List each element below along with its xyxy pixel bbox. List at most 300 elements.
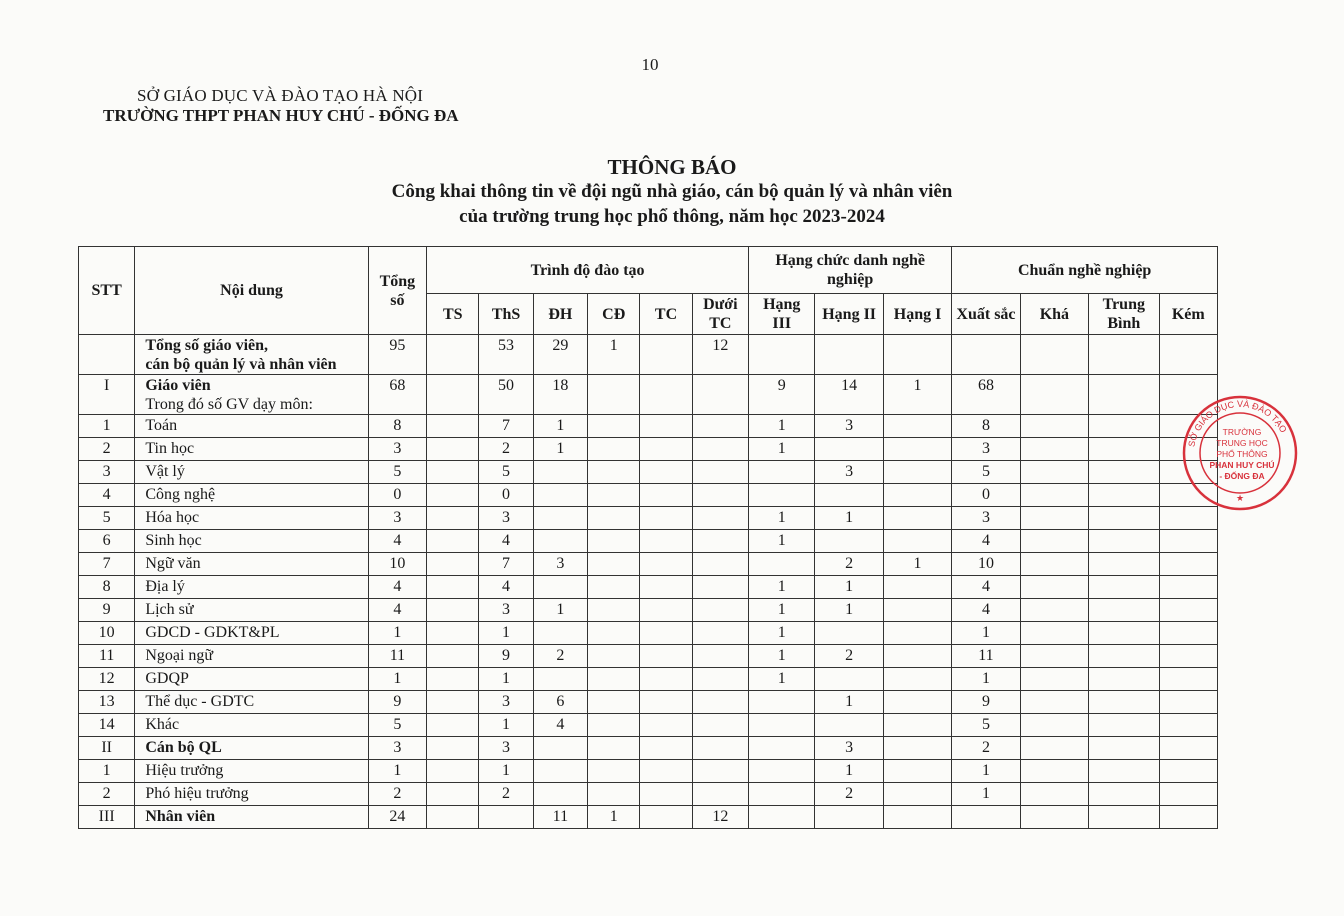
table-cell (1020, 806, 1088, 829)
row-content-label: Hiệu trưởng (145, 762, 224, 779)
table-cell (588, 714, 640, 737)
table-cell (1159, 335, 1218, 375)
table-cell (1089, 714, 1159, 737)
header-standard-excellent: Xuất sắc (952, 294, 1020, 335)
table-row (79, 783, 1218, 806)
table-cell (427, 599, 479, 622)
table-cell (749, 461, 815, 484)
table-cell (952, 806, 1020, 829)
table-cell (640, 783, 692, 806)
table-cell: 10 (952, 553, 1020, 576)
table-cell (640, 484, 692, 507)
row-content (135, 576, 368, 599)
table-cell (427, 484, 479, 507)
table-cell: 3 (368, 507, 426, 530)
table-cell: 3 (952, 438, 1020, 461)
header-standard-good: Khá (1020, 294, 1088, 335)
table-cell (640, 645, 692, 668)
header-rank-1: Hạng I (883, 294, 951, 335)
table-cell: 7 (479, 415, 533, 438)
table-cell: 4 (368, 530, 426, 553)
row-content-label: Tin học (145, 440, 195, 457)
table-cell: 1 (815, 691, 883, 714)
table-cell (815, 335, 883, 375)
table-cell (692, 737, 748, 760)
table-cell (588, 576, 640, 599)
table-cell (1159, 806, 1218, 829)
table-cell: 8 (952, 415, 1020, 438)
row-content-label: Toán (145, 417, 178, 434)
table-cell (588, 484, 640, 507)
table-cell (588, 668, 640, 691)
table-cell: 9 (749, 375, 815, 415)
header-training-below-tc: Dưới TC (692, 294, 748, 335)
table-cell: 2 (479, 783, 533, 806)
table-cell (1089, 335, 1159, 375)
table-cell: 1 (479, 622, 533, 645)
seal-line2: TRUNG HỌC (1216, 438, 1268, 448)
table-row (79, 461, 1218, 484)
header-rank-2: Hạng II (815, 294, 883, 335)
row-stt: 4 (79, 484, 135, 507)
table-cell: 95 (368, 335, 426, 375)
table-cell (692, 760, 748, 783)
table-cell (692, 599, 748, 622)
table-row (79, 438, 1218, 461)
table-cell: 3 (815, 737, 883, 760)
table-cell (1020, 530, 1088, 553)
table-cell: 11 (368, 645, 426, 668)
row-content-label: Địa lý (145, 578, 185, 595)
table-cell: 1 (368, 760, 426, 783)
table-cell (1159, 691, 1218, 714)
table-cell: 6 (533, 691, 587, 714)
table-cell (883, 645, 951, 668)
table-cell (1159, 622, 1218, 645)
table-cell: 2 (952, 737, 1020, 760)
table-cell (815, 714, 883, 737)
table-cell (692, 668, 748, 691)
table-cell: 1 (815, 576, 883, 599)
document-subtitle-line1: Công khai thông tin về đội ngũ nhà giáo, cán bộ quản lý và nhân viên (391, 181, 953, 202)
table-cell: 1 (533, 599, 587, 622)
table-row (79, 335, 1218, 375)
table-cell (1020, 737, 1088, 760)
table-cell: 3 (815, 461, 883, 484)
row-content (135, 599, 368, 622)
row-content-label: Công nghệ (145, 486, 216, 503)
table-cell: 1 (368, 622, 426, 645)
seal-line5: - ĐỐNG ĐA (1219, 471, 1265, 481)
table-cell: 1 (749, 576, 815, 599)
table-row (79, 507, 1218, 530)
row-stt: 2 (79, 783, 135, 806)
table-row (79, 599, 1218, 622)
table-cell (588, 530, 640, 553)
table-cell (749, 806, 815, 829)
table-cell (427, 553, 479, 576)
table-cell: 68 (952, 375, 1020, 415)
table-cell (640, 668, 692, 691)
table-cell (1089, 375, 1159, 415)
table-cell (640, 415, 692, 438)
table-cell (640, 576, 692, 599)
row-content-label: Cán bộ QL (145, 739, 222, 756)
table-cell (640, 622, 692, 645)
table-cell (883, 461, 951, 484)
row-stt: 1 (79, 760, 135, 783)
table-cell (588, 622, 640, 645)
table-cell (588, 599, 640, 622)
table-cell (1020, 760, 1088, 783)
table-cell (1089, 530, 1159, 553)
table-cell (1089, 576, 1159, 599)
table-row (79, 668, 1218, 691)
table-cell (815, 622, 883, 645)
table-cell: 5 (368, 714, 426, 737)
table-cell (1020, 645, 1088, 668)
table-cell: 4 (952, 576, 1020, 599)
table-cell (427, 507, 479, 530)
table-cell (588, 375, 640, 415)
row-stt: III (79, 806, 135, 829)
row-content-label: Ngữ văn (145, 555, 201, 572)
document-subtitle-line2: của trường trung học phổ thông, năm học 2023-2024 (459, 206, 885, 227)
table-cell (883, 783, 951, 806)
table-cell (692, 576, 748, 599)
school-name: TRƯỜNG THPT PHAN HUY CHÚ - ĐỐNG ĐA (103, 106, 459, 125)
table-cell (427, 806, 479, 829)
table-cell (815, 806, 883, 829)
row-content (135, 760, 368, 783)
table-cell: 1 (883, 553, 951, 576)
row-content (135, 530, 368, 553)
table-cell: 1 (533, 438, 587, 461)
table-cell (533, 507, 587, 530)
table-cell (749, 737, 815, 760)
table-cell (1089, 668, 1159, 691)
row-stt: II (79, 737, 135, 760)
table-cell (640, 714, 692, 737)
table-cell: 3 (479, 599, 533, 622)
row-content (135, 806, 368, 829)
row-content (135, 335, 368, 375)
table-cell (533, 576, 587, 599)
table-cell (692, 484, 748, 507)
row-content-label: GDQP (145, 670, 189, 687)
table-cell (640, 461, 692, 484)
row-content (135, 553, 368, 576)
table-cell (1159, 783, 1218, 806)
table-cell (427, 783, 479, 806)
row-stt: 6 (79, 530, 135, 553)
table-cell: 1 (588, 335, 640, 375)
table-row (79, 645, 1218, 668)
table-row (79, 714, 1218, 737)
table-cell (1159, 576, 1218, 599)
table-row (79, 760, 1218, 783)
row-content (135, 714, 368, 737)
table-row (79, 415, 1218, 438)
row-content (135, 737, 368, 760)
table-cell (588, 461, 640, 484)
table-cell (588, 783, 640, 806)
table-cell: 14 (815, 375, 883, 415)
row-content-subline: Trong đó số GV dạy môn: (145, 396, 313, 413)
table-cell (749, 484, 815, 507)
table-cell: 3 (952, 507, 1020, 530)
row-stt: 10 (79, 622, 135, 645)
table-cell (427, 461, 479, 484)
table-cell (427, 714, 479, 737)
table-cell (749, 714, 815, 737)
table-cell (588, 507, 640, 530)
table-cell (533, 760, 587, 783)
table-cell (883, 438, 951, 461)
table-cell (1020, 507, 1088, 530)
row-content-label: GDCD - GDKT&PL (145, 624, 280, 641)
table-cell (1020, 461, 1088, 484)
row-content (135, 691, 368, 714)
row-content-label: Phó hiệu trưởng (145, 785, 249, 802)
table-row (79, 484, 1218, 507)
table-cell (640, 375, 692, 415)
seal-line4: PHAN HUY CHÚ (1209, 460, 1275, 470)
row-content (135, 461, 368, 484)
table-cell (1159, 714, 1218, 737)
row-stt: 2 (79, 438, 135, 461)
table-row (79, 530, 1218, 553)
table-cell (749, 783, 815, 806)
table-cell: 24 (368, 806, 426, 829)
table-cell: 10 (368, 553, 426, 576)
table-cell (1020, 714, 1088, 737)
table-cell: 29 (533, 335, 587, 375)
table-cell (533, 622, 587, 645)
row-content (135, 507, 368, 530)
table-cell: 9 (952, 691, 1020, 714)
table-row (79, 553, 1218, 576)
table-cell (533, 668, 587, 691)
seal-line1: TRƯỜNG (1222, 427, 1262, 437)
table-cell: 3 (368, 438, 426, 461)
table-cell: 4 (479, 530, 533, 553)
table-cell (749, 691, 815, 714)
table-cell (1089, 553, 1159, 576)
header-rank-3: Hạng III (749, 294, 815, 335)
table-cell (883, 576, 951, 599)
table-cell: 3 (479, 737, 533, 760)
table-cell: 3 (479, 507, 533, 530)
table-cell: 4 (479, 576, 533, 599)
row-stt: I (79, 375, 135, 415)
row-content (135, 668, 368, 691)
table-cell (883, 691, 951, 714)
seal-star-icon: ★ (1235, 493, 1245, 503)
table-cell (1089, 507, 1159, 530)
table-cell: 3 (815, 415, 883, 438)
table-cell (692, 461, 748, 484)
table-cell (640, 760, 692, 783)
table-cell (883, 714, 951, 737)
table-cell (883, 668, 951, 691)
table-cell (952, 335, 1020, 375)
table-cell (533, 461, 587, 484)
table-cell: 18 (533, 375, 587, 415)
table-cell: 1 (749, 507, 815, 530)
table-cell: 2 (533, 645, 587, 668)
table-cell: 1 (479, 760, 533, 783)
table-cell (1020, 622, 1088, 645)
row-content-label: Lịch sử (145, 601, 194, 618)
table-cell (815, 668, 883, 691)
row-content-label: Hóa học (145, 509, 200, 526)
table-cell (883, 415, 951, 438)
table-cell: 7 (479, 553, 533, 576)
table-row (79, 576, 1218, 599)
table-cell (640, 691, 692, 714)
table-cell: 5 (952, 461, 1020, 484)
table-cell (883, 622, 951, 645)
table-cell (1020, 553, 1088, 576)
table-cell (1159, 668, 1218, 691)
table-cell (1089, 599, 1159, 622)
table-cell: 1 (952, 783, 1020, 806)
table-cell (1020, 438, 1088, 461)
row-stt: 11 (79, 645, 135, 668)
header-content: Nội dung (135, 247, 368, 335)
table-cell (640, 806, 692, 829)
table-cell (533, 783, 587, 806)
table-cell (427, 691, 479, 714)
row-content (135, 415, 368, 438)
table-cell: 1 (479, 668, 533, 691)
row-content-label: Thể dục - GDTC (145, 693, 255, 710)
table-cell (588, 645, 640, 668)
table-cell: 1 (749, 645, 815, 668)
table-row (79, 622, 1218, 645)
table-cell: 0 (368, 484, 426, 507)
table-cell: 1 (815, 507, 883, 530)
table-row (79, 375, 1218, 415)
table-cell: 68 (368, 375, 426, 415)
table-cell (427, 760, 479, 783)
row-content-subline: cán bộ quản lý và nhân viên (145, 356, 337, 373)
table-cell: 1 (588, 806, 640, 829)
row-content (135, 484, 368, 507)
table-cell: 9 (479, 645, 533, 668)
table-cell (1089, 461, 1159, 484)
table-cell: 2 (815, 783, 883, 806)
table-cell: 1 (952, 760, 1020, 783)
table-cell (749, 335, 815, 375)
table-cell (1089, 783, 1159, 806)
table-cell (1020, 668, 1088, 691)
table-cell (427, 622, 479, 645)
table-cell: 12 (692, 806, 748, 829)
table-cell: 1 (749, 668, 815, 691)
table-cell (1159, 599, 1218, 622)
table-cell (1089, 484, 1159, 507)
table-cell: 2 (815, 553, 883, 576)
table-cell: 5 (479, 461, 533, 484)
table-cell (1159, 737, 1218, 760)
table-cell (427, 375, 479, 415)
table-cell: 1 (749, 530, 815, 553)
table-cell: 2 (815, 645, 883, 668)
table-cell: 3 (479, 691, 533, 714)
table-cell (883, 530, 951, 553)
table-cell (1089, 438, 1159, 461)
row-stt: 5 (79, 507, 135, 530)
table-cell (533, 484, 587, 507)
table-cell (640, 530, 692, 553)
table-cell (640, 438, 692, 461)
table-cell (1159, 553, 1218, 576)
table-cell (883, 737, 951, 760)
table-cell (1020, 484, 1088, 507)
table-cell (1020, 415, 1088, 438)
table-cell (692, 375, 748, 415)
table-cell (883, 484, 951, 507)
seal-line3: PHỔ THÔNG (1216, 449, 1268, 459)
table-cell: 5 (952, 714, 1020, 737)
table-cell: 1 (368, 668, 426, 691)
header-training-cd: CĐ (588, 294, 640, 335)
header-training-dh: ĐH (533, 294, 587, 335)
row-content-label: Vật lý (145, 463, 185, 480)
table-cell (815, 484, 883, 507)
table-cell (692, 530, 748, 553)
row-content (135, 622, 368, 645)
row-stt: 7 (79, 553, 135, 576)
table-body (79, 335, 1218, 829)
table-cell (640, 737, 692, 760)
table-cell (1020, 576, 1088, 599)
table-cell (1159, 530, 1218, 553)
table-cell (692, 783, 748, 806)
table-cell: 1 (952, 668, 1020, 691)
row-content-label: Khác (145, 716, 180, 733)
table-cell (1089, 691, 1159, 714)
table-cell (692, 553, 748, 576)
row-stt: 9 (79, 599, 135, 622)
table-cell (692, 507, 748, 530)
table-cell (533, 530, 587, 553)
table-cell (1089, 737, 1159, 760)
school-seal (1180, 393, 1300, 513)
table-cell (1159, 645, 1218, 668)
table-cell: 1 (533, 415, 587, 438)
table-cell (1089, 645, 1159, 668)
document-title: THÔNG BÁO (607, 155, 737, 179)
table-cell (883, 507, 951, 530)
table-cell (883, 599, 951, 622)
table-cell (692, 645, 748, 668)
table-cell: 53 (479, 335, 533, 375)
table-cell (588, 553, 640, 576)
table-cell: 5 (368, 461, 426, 484)
table-cell (1089, 760, 1159, 783)
table-cell (588, 737, 640, 760)
row-stt: 13 (79, 691, 135, 714)
table-cell (427, 645, 479, 668)
table-cell: 3 (368, 737, 426, 760)
table-cell (588, 415, 640, 438)
header-rank-group: Hạng chức danh nghề nghiệp (749, 247, 952, 294)
table-cell (692, 438, 748, 461)
table-cell: 8 (368, 415, 426, 438)
